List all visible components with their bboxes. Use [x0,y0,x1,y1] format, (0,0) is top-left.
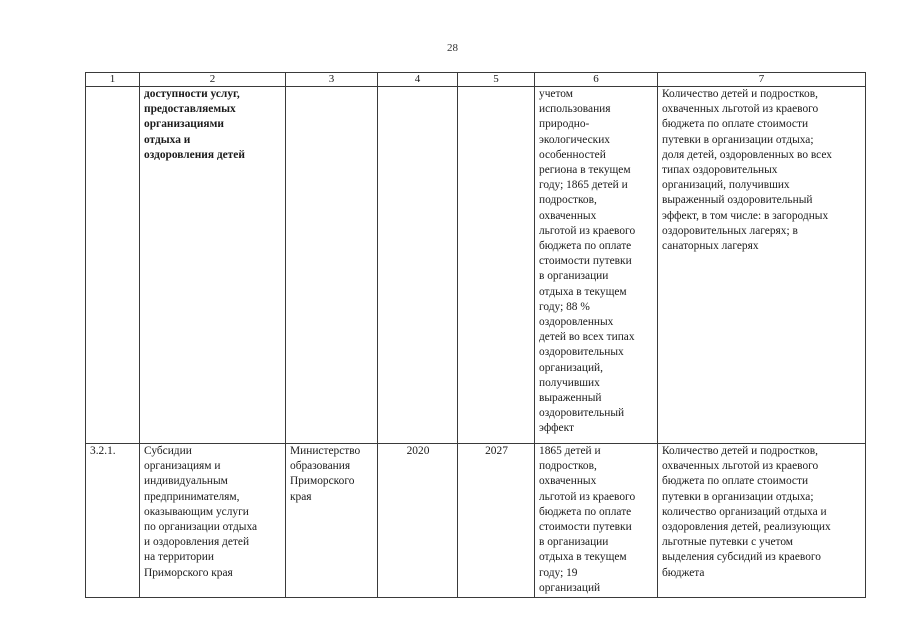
column-number-4: 4 [378,73,458,87]
measure-name-cell: Субсидии организациям и индивидуальным предпринимателям, оказывающим услуги по организации отдыха и оздоровления детей на территории Приморского края [140,444,286,598]
end-year-cell [458,87,535,444]
expected-result-cell: 1865 детей и подростков, охваченных льготой из краевого бюджета по оплате стоимости путевки в организации отдыха в текущем году; 19 организаций [535,444,658,598]
measure-name-cell: доступности услуг, предоставляемых организациями отдыха и оздоровления детей [140,87,286,444]
end-year-cell: 2027 [458,444,535,598]
table-header-row [86,73,866,87]
column-number-7: 7 [658,73,866,87]
row-number-cell [86,87,140,444]
column-number-2: 2 [140,73,286,87]
column-number-1: 1 [86,73,140,87]
start-year-cell: 2020 [378,444,458,598]
executor-cell [286,87,378,444]
column-number-6: 6 [535,73,658,87]
page-number: 28 [447,42,458,54]
column-number-5: 5 [458,73,535,87]
indicators-cell: Количество детей и подростков, охваченных льготой из краевого бюджета по оплате стоимости путевки в организации отдыха; количество организаций отдыха и оздоровления детей, реализующих льготные путевки с учетом выделения субсидий из краевого бюджета [658,444,866,598]
expected-result-cell: учетом использования природно- экологических особенностей региона в текущем году; 1865 детей и подростков, охваченных льготой из краевого бюджета по оплате стоимости путевки в организации отдыха в текущем году; 88 % оздоровленных детей во всех типах оздоровительных организаций, получивших выраженный оздоровительный эффект [535,87,658,444]
document-table [85,72,866,598]
table-row [86,444,866,598]
column-number-3: 3 [286,73,378,87]
start-year-cell [378,87,458,444]
executor-cell: Министерство образования Приморского края [286,444,378,598]
row-number-cell: 3.2.1. [86,444,140,598]
table-row [86,87,866,444]
indicators-cell: Количество детей и подростков, охваченных льготой из краевого бюджета по оплате стоимости путевки в организации отдыха; доля детей, оздоровленных во всех типах оздоровительных организаций, получивших выраженный оздоровительный эффект, в том числе: в загородных оздоровительных лагерях; в санаторных лагерях [658,87,866,444]
